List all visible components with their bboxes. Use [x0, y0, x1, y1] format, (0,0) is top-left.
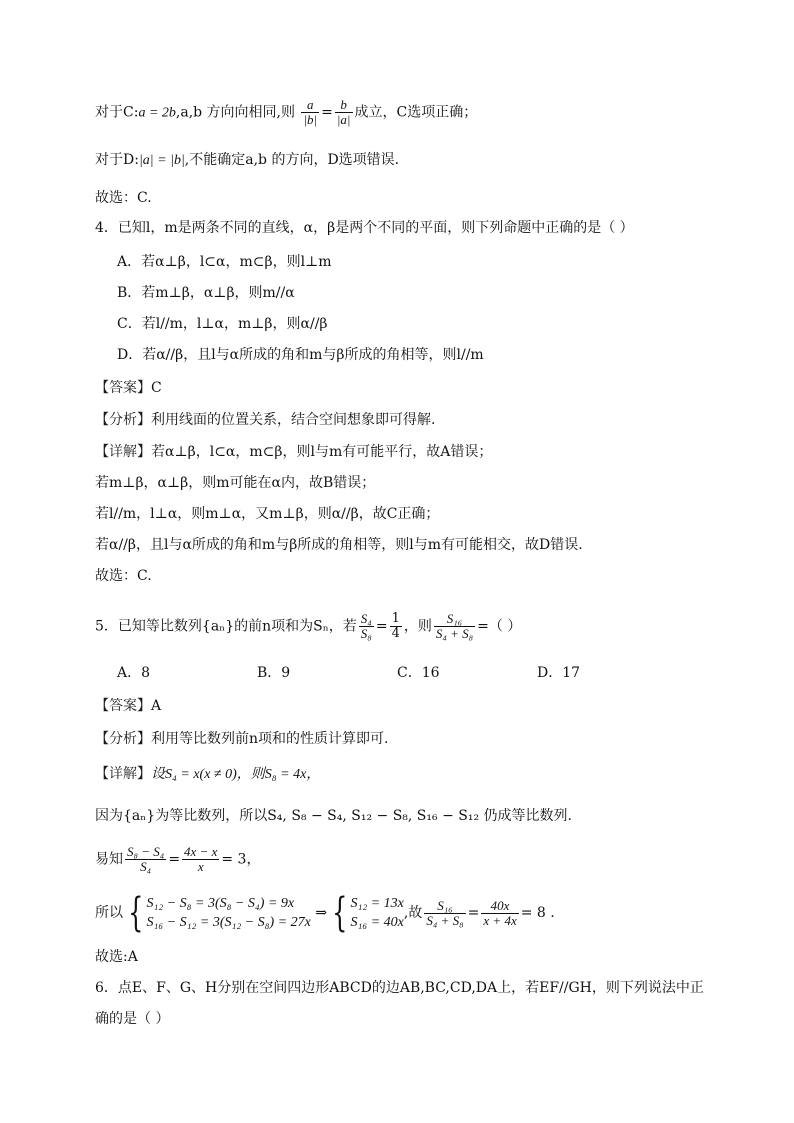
answer-tag: 【答案】 [95, 380, 151, 396]
c-middle: ,a,b 方向向相同,则 [175, 104, 295, 121]
q5-stem-suffix: =（ ） [477, 618, 522, 635]
easy-equals: = [168, 851, 181, 868]
so-prefix: 所以 [95, 905, 123, 921]
q5-option-c: C．16 [397, 665, 440, 681]
c-prefix: 对于C: [95, 104, 139, 121]
q4-detail-3: 若l//m，l⊥α，则m⊥α，又m⊥β，则α//β，故C正确； [95, 506, 440, 522]
analysis-tag: 【分析】 [95, 412, 151, 428]
q5-option-b: B．9 [257, 665, 291, 681]
q5-stem [95, 612, 521, 641]
q5-fraction-target: $\frac{\text{S₁₆}}{\text{S₄ + S₈}}$ [435, 611, 474, 641]
analysis-text: 利用线面的位置关系，结合空间想象即可得解. [151, 412, 436, 428]
c-conclusion: 成立，C选项正确； [354, 104, 478, 121]
answer-value: A [151, 698, 162, 714]
q5-fraction-s4-s8: $\frac{\text{S₄}}{\text{S₈}}$ [360, 611, 372, 641]
solution3-choice: 故选：C. [95, 190, 152, 206]
q4-answer [95, 378, 162, 398]
so-equals: = [467, 905, 480, 921]
easy-prefix: 易知 [95, 851, 123, 868]
left-brace-icon: { [128, 890, 144, 936]
so-fraction-1: $\frac{\text{S₁₆}}{\text{S₄ + S₈}}$ [426, 897, 464, 928]
q5-answer [95, 696, 161, 716]
q4-detail-4: 若α//β，且l与α所成的角和m与β所成的角相等，则l与m有可能相交，故D错误. [95, 537, 583, 553]
q6-stem-line-2: 确的是（ ） [95, 1011, 170, 1027]
detail-text: 设S₄ = x(x ≠ 0)，则S₈ = 4x， [151, 767, 321, 782]
q5-stem-prefix: 5．已知等比数列{aₙ}的前n项和为Sₙ，若 [95, 618, 357, 635]
left-brace-icon: { [332, 890, 348, 936]
q5-detail-1 [95, 764, 320, 785]
q5-stem-middle: ，则 [403, 618, 432, 635]
q5-system-line [95, 890, 555, 936]
c-fraction-2: $\frac{b}{|a|}$ [336, 97, 351, 127]
q5-option-d: D．17 [537, 665, 581, 681]
d-prefix: 对于D: [95, 152, 139, 168]
answer-tag: 【答案】 [95, 698, 151, 714]
analysis-tag: 【分析】 [95, 731, 151, 747]
analysis-text: 利用等比数列前n项和的性质计算即可. [151, 731, 389, 747]
detail-text: 若α⊥β，l⊂α，m⊂β，则l与m有可能平行，故A错误； [151, 444, 493, 460]
d-equation: |a| = |b| [138, 153, 185, 168]
q4-option-b: B．若m⊥β，α⊥β，则m//α [117, 285, 295, 301]
q4-detail-1 [95, 442, 492, 462]
c-equation: a = 2b [138, 105, 176, 121]
d-conclusion: ,不能确定a,b 的方向，D选项错误. [184, 152, 400, 168]
solution-c-line [95, 98, 477, 127]
q5-fraction-one-quarter: $\frac{1}{4}$ [391, 611, 400, 641]
q5-detail-2: 因为{aₙ}为等比数列，所以S₄, S₈ − S₄, S₁₂ − S₈, S₁₆ − S₁₂ 仍成等比数列. [95, 808, 572, 824]
q5-options [117, 663, 580, 683]
easy-suffix: = 3， [221, 851, 261, 868]
easy-fraction-1: $\frac{\text{S₈ − S₄}}{\text{S₄}}$ [127, 844, 165, 874]
q5-choice: 故选:A [95, 949, 138, 965]
detail-tag: 【详解】 [95, 766, 151, 782]
system-2: S₁₂ = 13x S₁₆ = 40x [350, 896, 404, 930]
q5-easy-line [95, 845, 260, 874]
q5-analysis [95, 729, 388, 749]
q5-equals: = [375, 618, 388, 635]
q4-option-d: D．若α//β，且l与α所成的角和m与β所成的角相等，则l//m [117, 347, 484, 363]
c-equals: = [321, 104, 333, 121]
q5-option-a: A．8 [117, 665, 151, 681]
q4-analysis [95, 410, 435, 430]
so-middle: ,故 [403, 905, 423, 921]
solution-d-line [95, 150, 399, 171]
easy-fraction-2: $\frac{4x - x}{x}$ [184, 844, 218, 874]
answer-value: C [151, 380, 162, 396]
implies-arrow: ⇒ [315, 905, 328, 921]
q4-detail-2: 若m⊥β，α⊥β，则m可能在α内，故B错误； [95, 475, 376, 491]
system-1: S₁₂ − S₈ = 3(S₈ − S₄) = 9x S₁₆ − S₁₂ = 3(S₁₂ − S₈) = 27x [146, 896, 311, 930]
q6-stem-line-1: 6．点E、F、G、H分别在空间四边形ABCD的边AB,BC,CD,DA上，若EF//GH，则下列说法中正 [95, 980, 704, 996]
q4-stem: 4．已知l，m是两条不同的直线，α，β是两个不同的平面，则下列命题中正确的是（ ） [95, 220, 634, 236]
so-suffix: = 8 . [520, 905, 555, 921]
q4-option-c: C．若l//m，l⊥α，m⊥β，则α//β [117, 316, 328, 332]
q4-choice: 故选：C. [95, 568, 152, 584]
q4-option-a: A．若α⊥β，l⊂α，m⊂β，则l⊥m [117, 254, 332, 270]
so-fraction-2: $\frac{40x}{x + 4x}$ [483, 897, 517, 928]
c-fraction-1: $\frac{a}{|b|}$ [303, 97, 318, 127]
detail-tag: 【详解】 [95, 444, 151, 460]
